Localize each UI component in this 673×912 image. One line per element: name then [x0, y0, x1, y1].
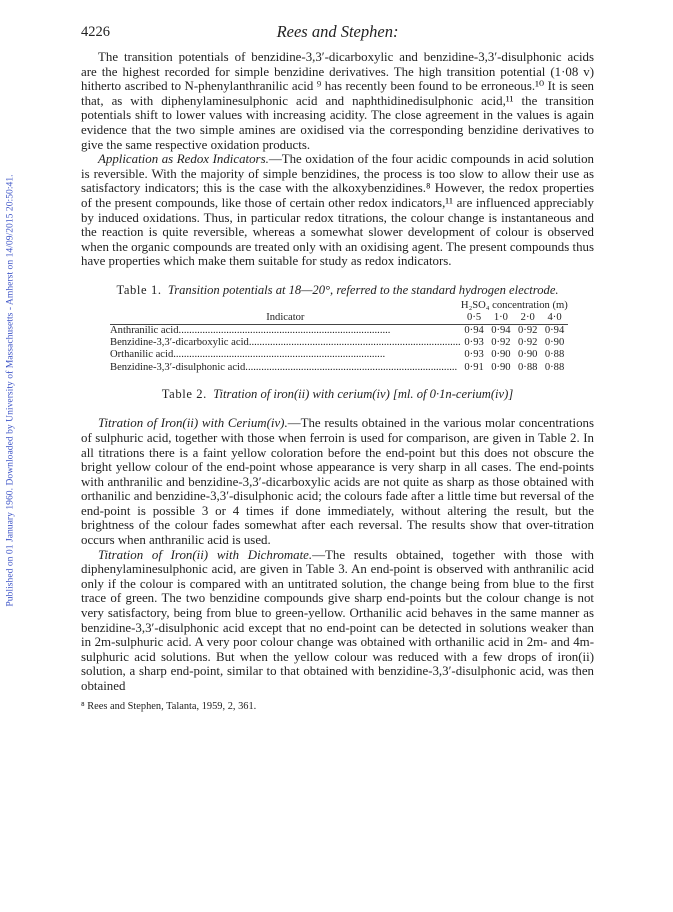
page-body	[81, 50, 594, 714]
dot-leader: ................................................................................	[245, 361, 458, 373]
publication-sidebar	[2, 60, 18, 720]
page-number: 4226	[81, 24, 110, 40]
table-indicator-header: Indicator	[266, 311, 305, 323]
table-row	[110, 337, 568, 349]
dot-leader: ................................................................................	[178, 324, 391, 336]
table-row	[110, 349, 568, 361]
table-group-header: H₂SO₄ concentration (m)	[460, 299, 568, 311]
table2-caption-line	[81, 387, 594, 402]
table1-caption-line	[81, 283, 594, 298]
table1	[110, 300, 568, 374]
table-row	[110, 324, 568, 337]
indicator-name: Anthranilic acid	[110, 324, 179, 336]
table-value-cell: 0·93	[464, 337, 484, 349]
table-value-cell: 0·88	[544, 361, 565, 373]
table2-label: Table 2.	[161, 386, 207, 401]
table1-caption: Transition potentials at 18—20°, referred to the standard hydrogen electrode.	[167, 282, 559, 297]
table-row-name	[110, 362, 461, 374]
indicator-name: Benzidine-3,3′-dicarboxylic acid	[110, 337, 249, 349]
table-value-cell: 0·94	[544, 324, 565, 336]
paragraph-cerium-text: —The results obtained in the various molar concentrations of sulphuric acid, together with those when ferroin is used for comparison, are given in Table 2. In all titrations there is a faint yellow coloration before the end-point but this does not obscure the bright yellow colour of the end-point whose appearance is very sharp in all cases. The end-points with anthranilic and benzidine-3,3′-dicarboxylic acids are not quite as sharp as those obtained with orthanilic and benzidine-3,3′-disulphonic acid; the colours fade after a little time but reversal of the end-point is possible 3 or 4 times if done immediately, without altering the result, but the brightness of the colour fades somewhat after each reversal. The results show that over-titration occurs when anthranilic acid is used.	[81, 416, 594, 548]
dot-leader: ................................................................................	[173, 349, 386, 361]
dot-leader: ................................................................................	[248, 337, 461, 349]
table-row-name	[110, 324, 461, 337]
table-header-row	[110, 312, 568, 325]
section-heading-dichromate: Titration of Iron(ii) with Dichromate.	[98, 547, 313, 562]
paragraph-cerium-titration	[81, 416, 594, 547]
table-column-header: 1·0	[493, 311, 508, 323]
table-value-cell: 0·88	[544, 349, 565, 361]
table-value-cell: 0·88	[518, 361, 538, 373]
paragraph-dichromate-text: —The results obtained, together with those with diphenylaminesulphonic acid, are given in Table 3. An end-point is observed with anthranilic acid only if the colour is compared with an untitrated solution, the change being from blue to the first trace of green. The two benzidine compounds give sharp end-points but the colour change is not very satisfactory, being from blue to green-yellow. Orthanilic acid behaves in the same manner as benzidine-3,3′-disulphonic acid except that no end-point can be detected in solutions weaker than in 2m-sulphuric acid. A very poor colour change was obtained with orthanilic acid in 2m- and 4m-sulphuric acid solutions. But when the yellow colour was reduced with a few drops of iron(ii) solution, a sharp end-point, similar to that obtained with benzidine-3,3′-disulphonic acid, was then obtained	[81, 547, 594, 693]
table-value-cell: 0·92	[491, 337, 511, 349]
table-value-cell: 0·90	[491, 361, 511, 373]
table-value-cell: 0·92	[518, 337, 538, 349]
table-column-header: 4·0	[547, 311, 562, 323]
table-value-cell: 0·90	[491, 349, 511, 361]
table-row-name	[110, 337, 461, 349]
paragraph-dichromate-titration	[81, 548, 594, 694]
table-row-name	[110, 349, 461, 361]
section-heading-cerium: Titration of Iron(ii) with Cerium(iv).	[98, 416, 288, 431]
table-value-cell: 0·93	[464, 349, 484, 361]
paragraph-redox-indicators	[81, 152, 594, 269]
table-value-cell: 0·94	[491, 324, 511, 336]
table-value-cell: 0·94	[464, 324, 484, 336]
paragraph-transition-potentials: The transition potentials of benzidine-3,3′-dicarboxylic and benzidine-3,3′-disulphonic acids are the highest recorded for simple benzidine derivatives. The high transition potential (1·08 v) hitherto ascribed to N-phenylanthranilic acid ⁹ has recently been found to be erroneous.¹⁰ It is seen that, as with diphenylaminesulphonic acid and naphthidinedisulphonic acid,¹¹ the transition potentials shift to lower values with increasing acidity. The close agreement in the values is again evidence that the two simple amines are oxidised via the corresponding benzidine derivatives to give the same respective oxidation products.	[81, 50, 594, 152]
running-head: Rees and Stephen:	[276, 22, 399, 41]
table-column-header: 0·5	[467, 311, 482, 323]
table-value-cell: 0·90	[518, 349, 538, 361]
table2-caption: Titration of iron(ii) with cerium(iv) [ml. of 0·1n-cerium(iv)]	[213, 386, 514, 401]
table-value-cell: 0·92	[518, 324, 538, 336]
publication-info-text: Published on 01 January 1960. Downloaded by University of Massachusetts - Amherst on 14/09/2015 20:50:41.	[4, 173, 16, 607]
table-value-cell: 0·91	[464, 361, 484, 373]
paragraph-redox-text: —The oxidation of the four acidic compounds in acid solution is reversible. With the majority of simple benzidines, the process is too slow to allow their use as satisfactory indicators; this is the case with the alkoxybenzidines.⁸ However, the redox properties of the present compounds, like those of certain other redox indicators,¹¹ are influenced appreciably by induced oxidations. Thus, in particular redox titrations, the colour change is instantaneous and the reaction is quite reversible, whereas a somewhat slower development of colour is observed when the organic compounds are treated only with an oxidising agent. The present compounds thus have properties which make them suitable for study as redox indicators.	[81, 152, 595, 269]
table-group-header-row	[110, 300, 568, 312]
footnote: ⁸ Rees and Stephen, Talanta, 1959, 2, 361.	[81, 700, 257, 712]
indicator-name: Benzidine-3,3′-disulphonic acid	[110, 361, 246, 373]
section-heading-redox: Application as Redox Indicators.	[98, 152, 269, 167]
table-row	[110, 362, 568, 374]
table1-label: Table 1.	[116, 282, 162, 297]
table-blank-cell	[110, 300, 461, 312]
table-value-cell: 0·90	[544, 337, 565, 349]
table-column-header: 2·0	[520, 311, 535, 323]
indicator-name: Orthanilic acid	[110, 349, 174, 361]
